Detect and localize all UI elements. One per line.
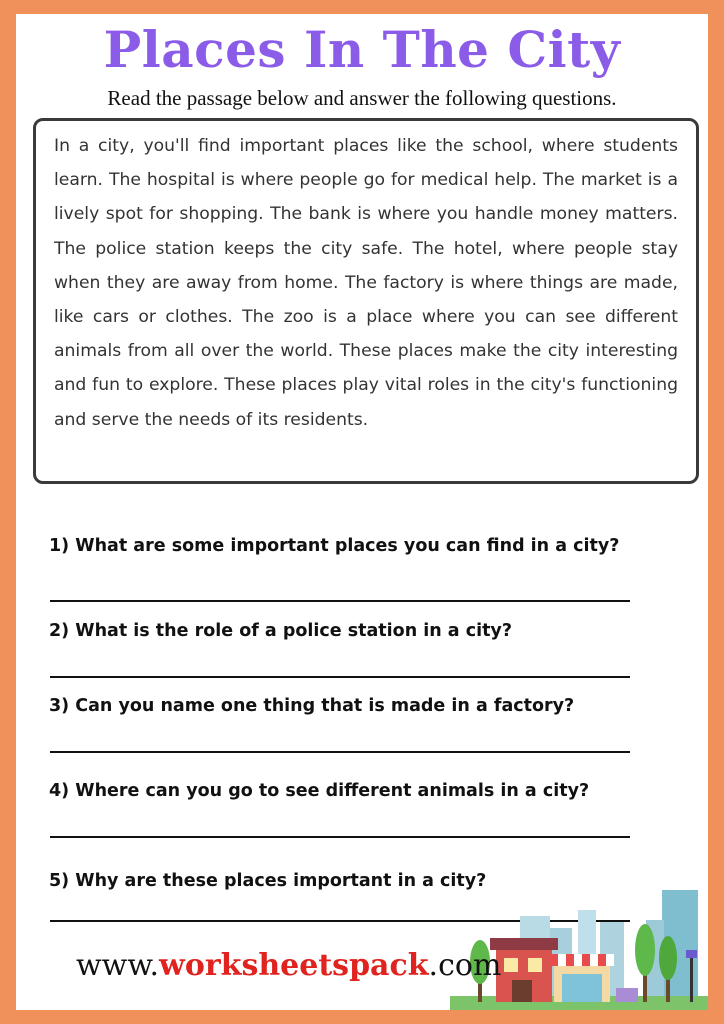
footer-website[interactable] <box>76 948 501 983</box>
page-title: Places In The City <box>103 20 621 79</box>
worksheet-page <box>16 14 708 1010</box>
question-1: 1) What are some important places you can find in a city? <box>49 536 620 556</box>
footer-suffix: .com <box>428 948 502 983</box>
answer-line-4[interactable] <box>50 836 630 838</box>
question-5: 5) Why are these places important in a city? <box>49 871 487 891</box>
passage-box <box>33 118 699 484</box>
city-buildings-illustration <box>450 876 708 1010</box>
reading-passage: In a city, you'll find important places like the school, where students learn. The hospital is where people go for medical help. The market is a lively spot for shopping. The bank is where you handle money matters. The police station keeps the city safe. The hotel, where people stay when they are away from home. The factory is where things are made, like cars or clothes. The zoo is a place where you can see different animals from all over the world. These places make the city interesting and fun to explore. These places play vital roles in the city's functioning and serve the needs of its residents. <box>54 136 678 430</box>
question-3: 3) Can you name one thing that is made in a factory? <box>49 696 575 716</box>
question-2: 2) What is the role of a police station in a city? <box>49 621 512 641</box>
answer-line-2[interactable] <box>50 676 630 678</box>
answer-line-3[interactable] <box>50 751 630 753</box>
answer-line-1[interactable] <box>50 600 630 602</box>
question-4: 4) Where can you go to see different animals in a city? <box>49 781 590 801</box>
instructions: Read the passage below and answer the following questions. <box>107 86 617 110</box>
footer-brand: worksheetspack <box>159 948 429 983</box>
footer-prefix: www. <box>76 948 160 983</box>
